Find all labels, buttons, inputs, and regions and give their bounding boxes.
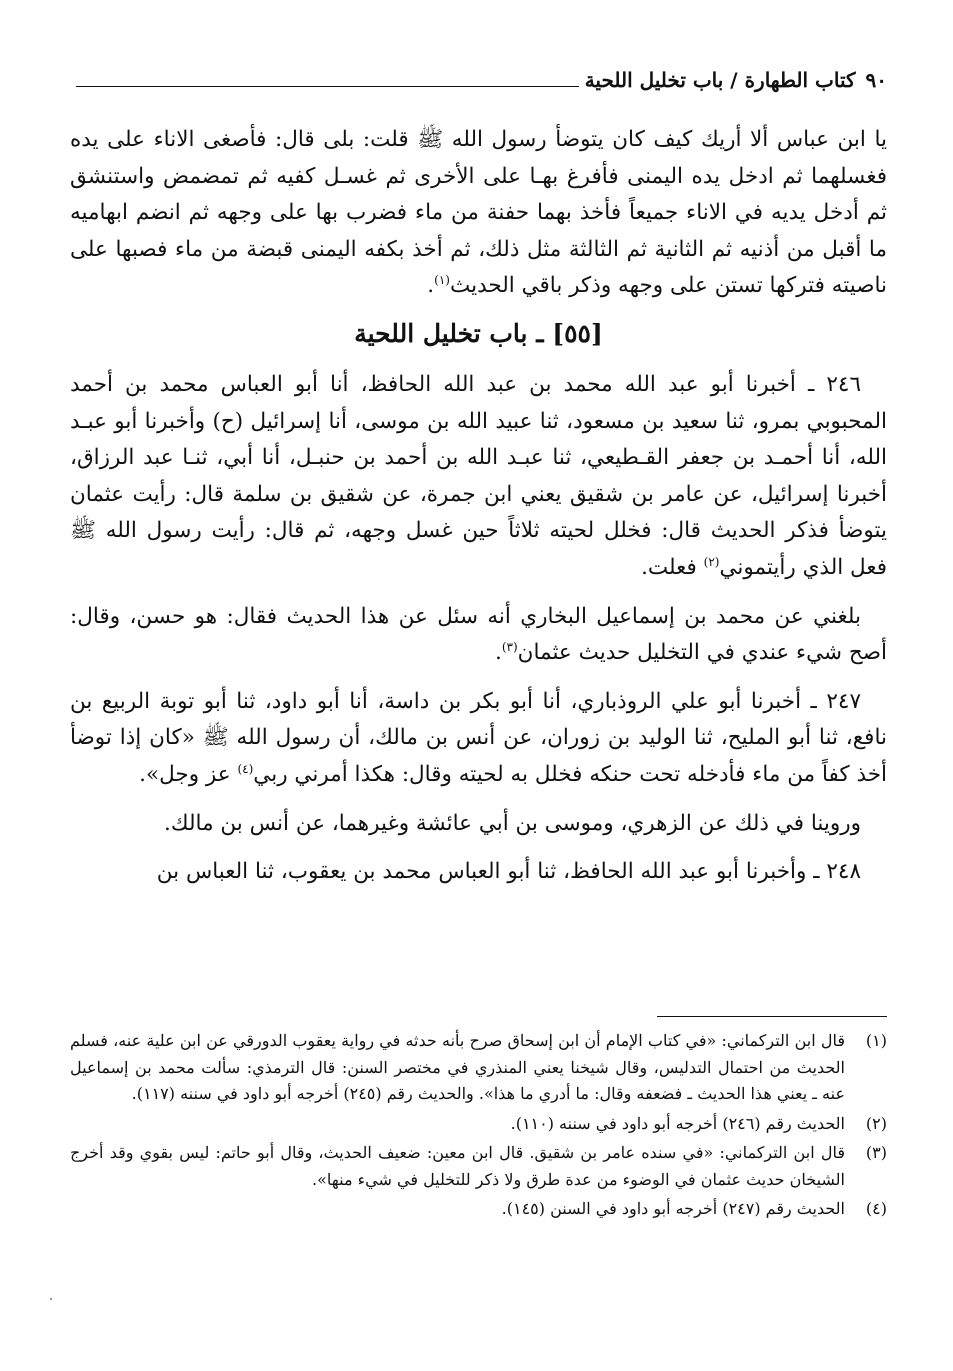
footnote-text: الحديث رقم (٢٤٦) أخرجه أبو داود في سننه (١١٠).: [510, 1113, 845, 1133]
footnote-text: الحديث رقم (٢٤٧) أخرجه أبو داود في السنن (١٤٥).: [501, 1199, 845, 1218]
section-title: [٥٥] ـ باب تخليل اللحية: [354, 318, 603, 348]
footnote-number: (١): [865, 1031, 887, 1050]
running-title: كتاب الطهارة / باب تخليل اللحية: [584, 68, 856, 92]
footnote-text: قال ابن التركماني: «في كتاب الإمام أن ابن إسحاق صرح بأنه حدثه في رواية يعقوب الدورقي عن ابن علية عنه، فسلم الحديث من احتمال التدليس، وقال شيخنا يعني المنذري في مختصر السنن: قال الترمذي: سألت محمد بن إسماعيل عنه ـ يعني هذا الحديث ـ فضعفه وقال: ما أدري ما هذا». والحديث رقم (٢٤٥) أخرجه أبو داود في سننه (١١٧).: [70, 1031, 845, 1103]
footnote-ref-2[interactable]: (٢): [703, 554, 720, 569]
footnote-ref-1[interactable]: (١): [434, 273, 450, 288]
footnote-4: [70, 1196, 887, 1223]
footnote-rule: [657, 1016, 887, 1017]
hadith-248: ٢٤٨ ـ وأخبرنا أبو عبد الله الحافظ، ثنا أبو العباس محمد بن يعقوب، ثنا العباس بن: [156, 859, 861, 885]
footnote-ref-3[interactable]: (٣): [501, 639, 518, 654]
footnotes: [70, 1028, 887, 1226]
footnote-1: [70, 1028, 887, 1108]
footnote-3: [70, 1140, 887, 1193]
footnote-number: (٤): [865, 1199, 887, 1218]
bukhari-comment: بلغني عن محمد بن إسماعيل البخاري أنه سئل عن هذا الحديث فقال: هو حسن، وقال: أصح شيء عندي في التخليل حديث عثمان$^{(٣)}$.: [70, 603, 887, 666]
footnote-2: [70, 1111, 887, 1138]
scan-speck: [50, 1298, 52, 1300]
page-number: ٩٠: [865, 68, 887, 92]
paragraph-continuation: يا ابن عباس ألا أريك كيف كان يتوضأ رسول الله ﷺ قلت: بلى قال: فأصغى الاناء على يده فغسلهما ثم ادخل يده اليمنى فأفرغ بهـا على الأخرى ثم غسـل كفيه ثم تمضمض واستنشق ثم أدخل يديه في الاناء جميعاً فأخذ بهما حفنة من ماء فضرب بها على وجهه ثم انضم ابهاميه ما أقبل من أذنيه ثم الثانية ثم الثالثة مثل ذلك، ثم أخذ بكفه اليمنى قبضة من ماء فصبها على ناصيته فتركها تستن على وجهه وذكر باقي الحديث$^{(١)}$.: [70, 127, 887, 299]
footnote-text: قال ابن التركماني: «في سنده عامر بن شقيق. قال ابن معين: ضعيف الحديث، وقال أبو حاتم: ليس بقوي وقد أخرج الشيخان حديث عثمان في الوضوء من عدة طرق ولا ذكر للتخليل في شيء منها».: [70, 1143, 845, 1189]
main-text: [70, 122, 887, 903]
hadith-247: ٢٤٧ ـ أخبرنا أبو علي الروذباري، أنا أبو بكر بن داسة، أنا أبو داود، ثنا أبو توبة الربيع بن نافع، ثنا أبو المليح، ثنا الوليد بن زوران، عن أنس بن مالك، أن رسول الله ﷺ «كان إذا توضأ أخذ كفاً من ماء فأدخله تحت حنكه فخلل به لحيته وقال: هكذا أمرني ربي$^{(٤)}$ عز وجل».: [70, 688, 887, 787]
page-header: [70, 66, 887, 94]
header-rule: [76, 86, 579, 87]
footnote-ref-4[interactable]: (٤): [237, 761, 254, 776]
footnote-number: (٣): [865, 1143, 887, 1162]
hadith-246: ٢٤٦ ـ أخبرنا أبو عبد الله محمد بن عبد الله الحافظ، أنا أبو العباس محمد بن أحمد المحبوبي بمرو، ثنا سعيد بن مسعود، ثنا عبيد الله بن موسى، أنا إسرائيل (ح) وأخبرنا أبو عبـد الله، أنا أحمـد بن جعفر القـطيعي، ثنا عبـد الله بن أحمد بن حنبـل، أنا أبي، ثنـا عبد الرزاق، أخبرنا إسرائيل، عن عامر بن شقيق يعني ابن جمرة، عن شقيق بن سلمة قال: رأيت عثمان يتوضأ فذكر الحديث قال: فخلل لحيته ثلاثاً حين غسل وجهه، ثم قال: رأيت رسول الله ﷺ فعل الذي رأيتموني$^{(٢)}$ فعلت.: [70, 371, 887, 580]
narration-note: وروينا في ذلك عن الزهري، وموسى بن أبي عائشة وغيرهما، عن أنس بن مالك.: [164, 810, 861, 836]
footnote-number: (٢): [865, 1113, 887, 1133]
